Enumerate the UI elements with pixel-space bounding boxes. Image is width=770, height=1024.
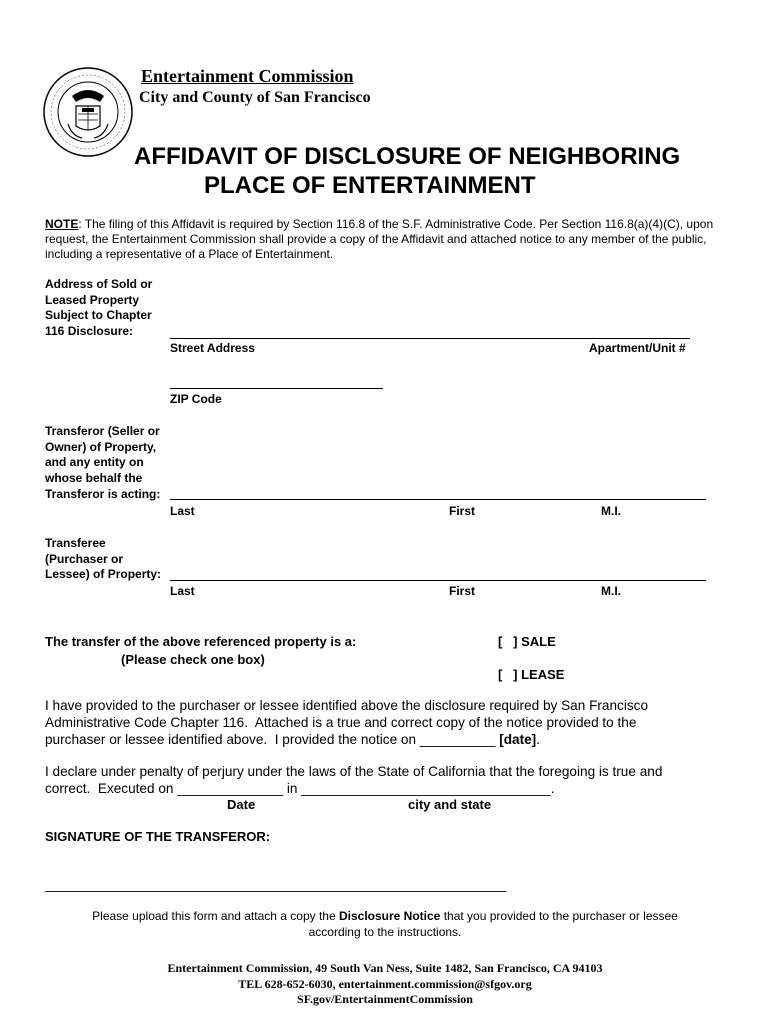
footer-address: Entertainment Commission, 49 South Van Ness, Suite 1482, San Francisco, CA 94103 [167, 961, 603, 975]
transferor-label-line: Transferor (Seller or [45, 424, 160, 438]
upload-line-2: according to the instructions. [308, 925, 462, 939]
city-seal-icon [42, 66, 134, 158]
upload-text-end: that you provided to the purchaser or lessee [440, 909, 678, 923]
transferor-mi-label: M.I. [601, 504, 621, 518]
org-subtitle: City and County of San Francisco [139, 89, 371, 106]
transferee-last-label: Last [170, 584, 195, 598]
disclosure-text: purchaser or lessee identified above. I provided the notice on __________ [45, 732, 500, 747]
upload-instructions [0, 908, 770, 940]
disclosure-line-1: I have provided to the purchaser or lessee identified above the disclosure required by San Francisco [45, 698, 649, 713]
note-paragraph [45, 217, 715, 262]
transferor-first-label: First [449, 504, 476, 518]
upload-line-1 [0, 908, 770, 924]
form-title-line2: PLACE OF ENTERTAINMENT [204, 172, 536, 199]
address-label-line: Leased Property [45, 292, 140, 307]
address-label [45, 277, 152, 340]
transferee-first-label: First [449, 584, 476, 598]
footer-contact: TEL 628-652-6030, entertainment.commission@sfgov.org [238, 977, 532, 991]
unit-label: Apartment/Unit # [589, 341, 686, 355]
disclosure-notice-text: Disclosure Notice [338, 909, 441, 923]
disclosure-period: . [536, 732, 540, 747]
transferee-label-line: Lessee) of Property: [45, 567, 162, 582]
transferor-name-field[interactable] [170, 499, 706, 500]
footer-website: SF.gov/EntertainmentCommission [297, 992, 473, 1006]
address-label-line: Address of Sold or [45, 277, 153, 291]
transferee-name-field[interactable] [170, 580, 706, 581]
transfer-type-instruction: (Please check one box) [121, 652, 265, 667]
note-text: : The filing of this Affidavit is required by Section 116.8 of the S.F. Administrative Code. Per Section 116.8(a)(4)(C), upon request, the Entertainment Commission shall provide a copy of the Affidavit and attached notice to any member of the public, including a representative of a Place of Entertainment. [45, 217, 714, 261]
transferor-last-label: Last [170, 504, 195, 518]
lease-checkbox[interactable]: [ ] LEASE [498, 667, 565, 682]
transferor-label-line: Transferor is acting: [45, 486, 161, 501]
address-label-line: 116 Disclosure: [45, 324, 134, 339]
zip-code-label: ZIP Code [170, 392, 222, 406]
date-label: Date [227, 797, 256, 812]
transferor-label-line: and any entity on [45, 455, 144, 470]
zip-code-field[interactable] [170, 388, 383, 389]
sale-checkbox[interactable]: [ ] SALE [498, 634, 556, 649]
transferee-label-line: (Purchaser or [45, 551, 124, 566]
declaration-line-2: correct. Executed on ______________ in _________________________________. [45, 781, 555, 796]
form-title-line1: AFFIDAVIT OF DISCLOSURE OF NEIGHBORING [134, 143, 681, 170]
transferor-label-line: Owner) of Property, [45, 439, 157, 454]
note-label: NOTE [45, 217, 79, 231]
transferee-label-line: Transferee [45, 536, 106, 550]
date-placeholder: [date] [499, 732, 537, 747]
transferor-label [45, 424, 160, 503]
disclosure-line-3 [45, 731, 540, 748]
signature-label: SIGNATURE OF THE TRANSFEROR: [45, 829, 271, 844]
transferor-label-line: whose behalf the [45, 471, 143, 486]
upload-text: Please upload this form and attach a copy the [92, 909, 339, 923]
city-state-label: city and state [408, 797, 492, 812]
address-label-line: Subject to Chapter [45, 308, 152, 323]
transferee-label [45, 536, 161, 583]
org-name: Entertainment Commission [141, 66, 354, 86]
declaration-line-1: I declare under penalty of perjury under the laws of the State of California that the foregoing is true and [45, 764, 663, 779]
disclosure-line-2: Administrative Code Chapter 116. Attached is a true and correct copy of the notice provided to the [45, 715, 637, 730]
transferee-mi-label: M.I. [601, 584, 621, 598]
street-address-label: Street Address [170, 341, 255, 355]
transfer-type-question: The transfer of the above referenced property is a: [45, 634, 357, 649]
street-address-field[interactable] [170, 338, 690, 339]
signature-line[interactable]: _____________________________________________________________ [45, 877, 507, 892]
